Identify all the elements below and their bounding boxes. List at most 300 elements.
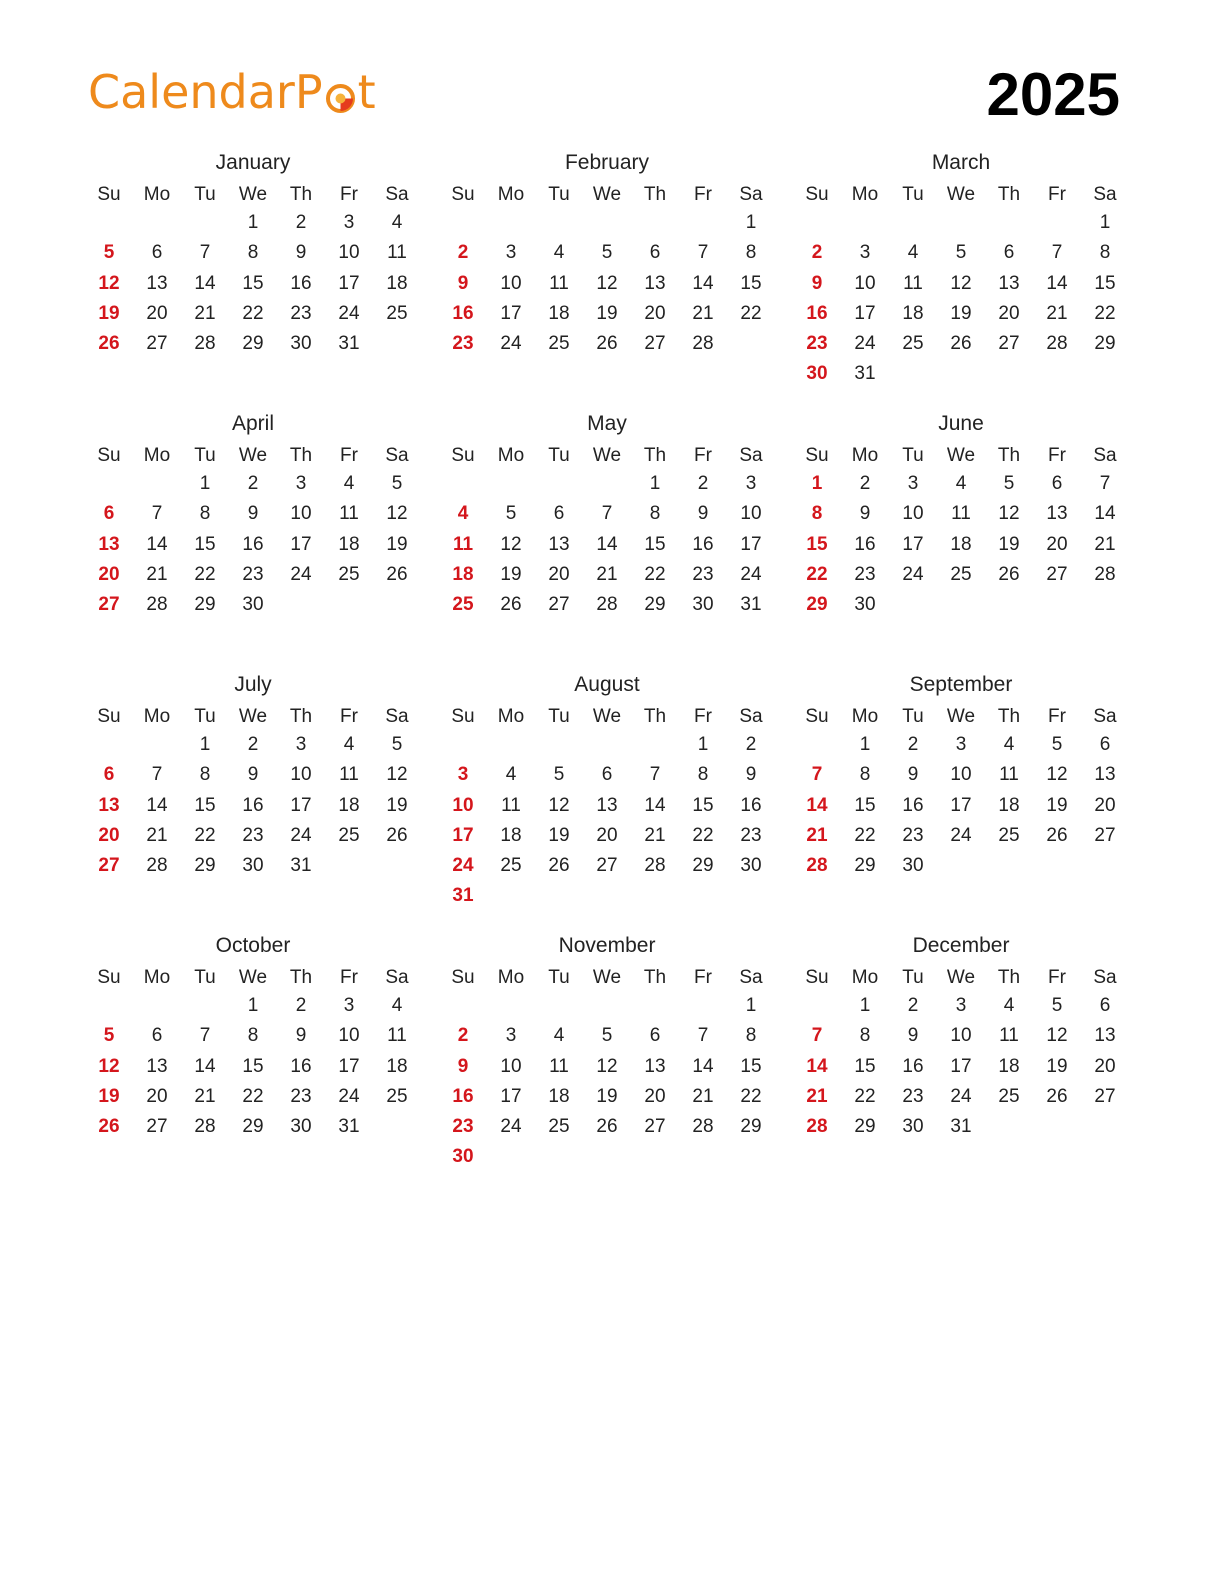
date: 19: [596, 1085, 618, 1107]
date: 11: [999, 1025, 1019, 1047]
day-grid: [793, 178, 1129, 390]
weekday-header: Mo: [143, 967, 171, 988]
sunday-date: 21: [806, 1085, 828, 1107]
month-january: [85, 148, 421, 409]
date: 8: [247, 242, 259, 264]
sunday-date: 4: [457, 503, 469, 525]
date: 13: [1046, 503, 1068, 525]
sunday-date: 2: [457, 1025, 469, 1047]
date: 4: [1003, 734, 1015, 755]
date: 15: [194, 794, 216, 816]
date: 22: [194, 563, 216, 585]
sunday-date: 25: [452, 594, 474, 616]
date: 17: [950, 1055, 972, 1077]
empty-cell: [133, 208, 181, 238]
date: 15: [644, 533, 666, 555]
date: 15: [854, 1055, 876, 1077]
date: 25: [548, 333, 570, 355]
weekday-header: Mo: [851, 445, 879, 466]
date: 22: [644, 563, 666, 585]
date: 7: [1051, 242, 1063, 264]
sunday-date: 31: [452, 885, 474, 907]
date: 20: [1094, 794, 1116, 816]
weekday-header: Th: [643, 445, 667, 466]
weekday-header: We: [238, 445, 268, 466]
date: 1: [745, 212, 757, 233]
weekday-header: Tu: [902, 184, 924, 205]
date: 1: [649, 473, 661, 494]
month-may: [439, 409, 775, 670]
date: 7: [199, 1025, 211, 1047]
date: 18: [548, 1085, 570, 1107]
date: 26: [950, 333, 972, 355]
date: 18: [386, 272, 408, 294]
date: 28: [644, 855, 666, 877]
date: 31: [338, 1116, 360, 1138]
date: 23: [242, 824, 264, 846]
sunday-date: 28: [806, 1116, 828, 1138]
date: 28: [146, 594, 168, 616]
date: 25: [950, 563, 972, 585]
date: 11: [339, 503, 359, 525]
date: 28: [692, 333, 714, 355]
date: 26: [386, 824, 408, 846]
empty-cell: [679, 991, 727, 1021]
weekday-header: Mo: [851, 967, 879, 988]
date: 25: [500, 855, 522, 877]
date: 31: [950, 1116, 972, 1138]
empty-cell: [535, 730, 583, 760]
date: 7: [697, 1025, 709, 1047]
date: 10: [500, 1055, 522, 1077]
date: 26: [596, 1116, 618, 1138]
weekday-header: Th: [643, 967, 667, 988]
date: 27: [644, 333, 666, 355]
date: 3: [505, 242, 517, 264]
date: 5: [1003, 473, 1015, 494]
weekday-header: Sa: [1093, 967, 1117, 988]
date: 16: [242, 794, 264, 816]
day-grid: [793, 700, 1129, 881]
date: 23: [740, 824, 762, 846]
date: 21: [146, 824, 168, 846]
date: 24: [500, 1116, 522, 1138]
date: 31: [338, 333, 360, 355]
date: 10: [290, 503, 312, 525]
month-november: [439, 931, 775, 1192]
date: 13: [596, 794, 618, 816]
date: 28: [596, 594, 618, 616]
empty-cell: [889, 208, 937, 238]
date: 27: [644, 1116, 666, 1138]
date: 4: [1003, 995, 1015, 1016]
date: 17: [500, 302, 522, 324]
weekday-header: Su: [451, 706, 475, 727]
date: 8: [199, 503, 211, 525]
date: 14: [1094, 503, 1116, 525]
weekday-header: Su: [451, 967, 475, 988]
date: 25: [998, 1085, 1020, 1107]
date: 23: [242, 563, 264, 585]
sunday-date: 17: [452, 824, 474, 846]
weekday-header: Tu: [548, 967, 570, 988]
date: 20: [596, 824, 618, 846]
date: 21: [194, 1085, 216, 1107]
weekday-header: Fr: [1048, 184, 1066, 205]
weekday-header: Fr: [340, 967, 358, 988]
empty-cell: [133, 730, 181, 760]
date: 8: [859, 1025, 871, 1047]
sunday-date: 12: [98, 1055, 120, 1077]
date: 22: [740, 302, 762, 324]
weekday-header: Su: [805, 967, 829, 988]
empty-cell: [535, 208, 583, 238]
weekday-header: We: [238, 967, 268, 988]
sunday-date: 27: [98, 855, 120, 877]
weekday-header: Tu: [902, 706, 924, 727]
date: 27: [596, 855, 618, 877]
date: 21: [1046, 302, 1068, 324]
month-title: July: [234, 673, 272, 696]
date: 25: [998, 824, 1020, 846]
weekday-header: Fr: [1048, 706, 1066, 727]
date: 8: [1099, 242, 1111, 264]
date: 17: [338, 1055, 360, 1077]
sunday-date: 23: [452, 1116, 474, 1138]
date: 9: [907, 764, 919, 786]
sunday-date: 5: [103, 242, 115, 264]
date: 16: [740, 794, 762, 816]
date: 29: [1094, 333, 1116, 355]
weekday-header: Sa: [385, 445, 409, 466]
date: 7: [649, 764, 661, 786]
sunday-date: 9: [457, 272, 469, 294]
date: 20: [146, 302, 168, 324]
date: 31: [854, 363, 876, 385]
date: 19: [1046, 794, 1068, 816]
month-october: [85, 931, 421, 1192]
date: 17: [854, 302, 876, 324]
empty-cell: [583, 730, 631, 760]
date: 3: [295, 734, 307, 755]
date: 9: [295, 242, 307, 264]
empty-cell: [439, 208, 487, 238]
weekday-header: Sa: [385, 706, 409, 727]
empty-cell: [793, 208, 841, 238]
month-title: April: [231, 412, 274, 435]
sunday-date: 9: [811, 272, 823, 294]
date: 26: [500, 594, 522, 616]
weekday-header: Su: [451, 445, 475, 466]
date: 27: [548, 594, 570, 616]
date: 12: [548, 794, 570, 816]
empty-cell: [583, 208, 631, 238]
empty-cell: [793, 730, 841, 760]
weekday-header: Fr: [340, 445, 358, 466]
date: 10: [740, 503, 762, 525]
date: 29: [242, 333, 264, 355]
date: 13: [146, 272, 168, 294]
date: 17: [290, 794, 312, 816]
date: 18: [998, 794, 1020, 816]
date: 31: [740, 594, 762, 616]
sunday-date: 2: [811, 242, 823, 264]
date: 6: [1099, 734, 1111, 755]
weekday-header: Th: [289, 184, 313, 205]
date: 6: [553, 503, 565, 525]
date: 14: [692, 1055, 714, 1077]
date: 1: [745, 995, 757, 1016]
empty-cell: [181, 991, 229, 1021]
date: 28: [1094, 563, 1116, 585]
date: 10: [500, 272, 522, 294]
date: 3: [907, 473, 919, 494]
sunday-date: 16: [806, 302, 828, 324]
weekday-header: We: [946, 706, 976, 727]
weekday-header: Su: [805, 184, 829, 205]
month-title: October: [215, 934, 291, 957]
date: 4: [343, 473, 355, 494]
month-title: May: [587, 412, 627, 435]
date: 16: [290, 272, 312, 294]
date: 19: [596, 302, 618, 324]
date: 14: [1046, 272, 1068, 294]
sunday-date: 19: [98, 302, 120, 324]
date: 1: [859, 734, 871, 755]
weekday-header: Fr: [1048, 967, 1066, 988]
date: 4: [553, 1025, 565, 1047]
date: 5: [391, 473, 403, 494]
sunday-date: 3: [457, 764, 469, 786]
day-grid: [439, 439, 775, 620]
date: 17: [950, 794, 972, 816]
empty-cell: [85, 991, 133, 1021]
date: 12: [950, 272, 972, 294]
date: 23: [902, 824, 924, 846]
date: 18: [548, 302, 570, 324]
date: 27: [1094, 1085, 1116, 1107]
month-december: [793, 931, 1129, 1192]
day-grid: [793, 961, 1129, 1142]
weekday-header: Tu: [548, 706, 570, 727]
weekday-header: Tu: [194, 184, 216, 205]
date: 10: [338, 1025, 360, 1047]
date: 14: [146, 533, 168, 555]
date: 25: [902, 333, 924, 355]
date: 3: [859, 242, 871, 264]
date: 9: [907, 1025, 919, 1047]
sunday-date: 16: [452, 1085, 474, 1107]
date: 22: [692, 824, 714, 846]
weekday-header: Tu: [194, 706, 216, 727]
date: 8: [859, 764, 871, 786]
date: 15: [242, 272, 264, 294]
date: 10: [854, 272, 876, 294]
sunday-date: 6: [103, 503, 115, 525]
date: 16: [242, 533, 264, 555]
sunday-date: 14: [806, 1055, 828, 1077]
date: 1: [199, 734, 211, 755]
date: 19: [386, 533, 408, 555]
date: 15: [692, 794, 714, 816]
weekday-header: Tu: [194, 967, 216, 988]
empty-cell: [679, 208, 727, 238]
date: 27: [146, 333, 168, 355]
date: 2: [745, 734, 757, 755]
sunday-date: 10: [452, 794, 474, 816]
date: 6: [649, 242, 661, 264]
month-june: [793, 409, 1129, 670]
weekday-header: We: [946, 184, 976, 205]
date: 29: [740, 1116, 762, 1138]
date: 1: [247, 995, 259, 1016]
date: 24: [338, 1085, 360, 1107]
weekday-header: Th: [997, 184, 1021, 205]
sunday-date: 26: [98, 333, 120, 355]
date: 24: [290, 563, 312, 585]
date: 28: [146, 855, 168, 877]
sunday-date: 19: [98, 1085, 120, 1107]
date: 18: [500, 824, 522, 846]
date: 15: [1094, 272, 1116, 294]
date: 7: [1099, 473, 1111, 494]
date: 3: [955, 734, 967, 755]
weekday-header: Th: [289, 445, 313, 466]
date: 12: [596, 272, 618, 294]
date: 3: [343, 995, 355, 1016]
date: 11: [339, 764, 359, 786]
date: 2: [295, 995, 307, 1016]
weekday-header: Su: [805, 706, 829, 727]
logo-text-start: CalendarP: [88, 65, 323, 119]
date: 2: [697, 473, 709, 494]
empty-cell: [631, 730, 679, 760]
date: 15: [242, 1055, 264, 1077]
date: 18: [950, 533, 972, 555]
sunday-date: 8: [811, 503, 823, 525]
sunday-date: 23: [452, 333, 474, 355]
date: 23: [290, 1085, 312, 1107]
date: 20: [1094, 1055, 1116, 1077]
date: 24: [950, 1085, 972, 1107]
weekday-header: Mo: [143, 706, 171, 727]
date: 22: [854, 824, 876, 846]
weekday-header: We: [592, 967, 622, 988]
sunday-date: 9: [457, 1055, 469, 1077]
date: 29: [242, 1116, 264, 1138]
date: 15: [740, 1055, 762, 1077]
weekday-header: Sa: [385, 967, 409, 988]
date: 21: [596, 563, 618, 585]
date: 4: [955, 473, 967, 494]
weekday-header: Tu: [902, 967, 924, 988]
weekday-header: Tu: [548, 445, 570, 466]
sunday-date: 30: [452, 1146, 474, 1168]
date: 23: [902, 1085, 924, 1107]
weekday-header: Th: [997, 967, 1021, 988]
date: 30: [902, 1116, 924, 1138]
date: 24: [902, 563, 924, 585]
date: 17: [338, 272, 360, 294]
empty-cell: [133, 469, 181, 499]
weekday-header: We: [946, 445, 976, 466]
empty-cell: [487, 469, 535, 499]
weekday-header: We: [238, 706, 268, 727]
weekday-header: Th: [643, 706, 667, 727]
weekday-header: Mo: [497, 445, 525, 466]
date: 17: [290, 533, 312, 555]
date: 28: [692, 1116, 714, 1138]
date: 11: [549, 272, 569, 294]
date: 13: [548, 533, 570, 555]
date: 30: [854, 594, 876, 616]
date: 22: [194, 824, 216, 846]
date: 1: [1099, 212, 1111, 233]
date: 9: [247, 503, 259, 525]
date: 29: [692, 855, 714, 877]
date: 20: [644, 1085, 666, 1107]
date: 7: [601, 503, 613, 525]
weekday-header: Sa: [739, 706, 763, 727]
date: 26: [1046, 1085, 1068, 1107]
logo-text-end: t: [357, 65, 376, 119]
sunday-date: 7: [811, 764, 823, 786]
empty-cell: [535, 469, 583, 499]
day-grid: [85, 178, 421, 359]
date: 24: [854, 333, 876, 355]
empty-cell: [535, 991, 583, 1021]
date: 6: [649, 1025, 661, 1047]
month-title: September: [909, 673, 1013, 696]
date: 8: [247, 1025, 259, 1047]
date: 19: [386, 794, 408, 816]
weekday-header: Sa: [385, 184, 409, 205]
weekday-header: Mo: [497, 706, 525, 727]
sunday-date: 20: [98, 824, 120, 846]
empty-cell: [985, 208, 1033, 238]
date: 14: [194, 1055, 216, 1077]
date: 12: [500, 533, 522, 555]
date: 9: [247, 764, 259, 786]
weekday-header: Th: [997, 445, 1021, 466]
date: 25: [386, 1085, 408, 1107]
month-title: November: [558, 934, 656, 957]
date: 30: [242, 855, 264, 877]
date: 13: [1094, 764, 1116, 786]
date: 20: [644, 302, 666, 324]
weekday-header: Th: [643, 184, 667, 205]
date: 12: [998, 503, 1020, 525]
month-title: June: [938, 412, 984, 435]
sunday-date: 26: [98, 1116, 120, 1138]
weekday-header: Mo: [497, 184, 525, 205]
date: 19: [1046, 1055, 1068, 1077]
date: 1: [859, 995, 871, 1016]
date: 29: [854, 1116, 876, 1138]
date: 30: [740, 855, 762, 877]
empty-cell: [181, 208, 229, 238]
date: 16: [902, 1055, 924, 1077]
date: 2: [247, 473, 259, 494]
empty-cell: [439, 730, 487, 760]
date: 22: [242, 1085, 264, 1107]
empty-cell: [793, 991, 841, 1021]
sunday-date: 13: [98, 533, 120, 555]
date: 10: [902, 503, 924, 525]
date: 11: [549, 1055, 569, 1077]
weekday-header: We: [238, 184, 268, 205]
month-march: [793, 148, 1129, 409]
